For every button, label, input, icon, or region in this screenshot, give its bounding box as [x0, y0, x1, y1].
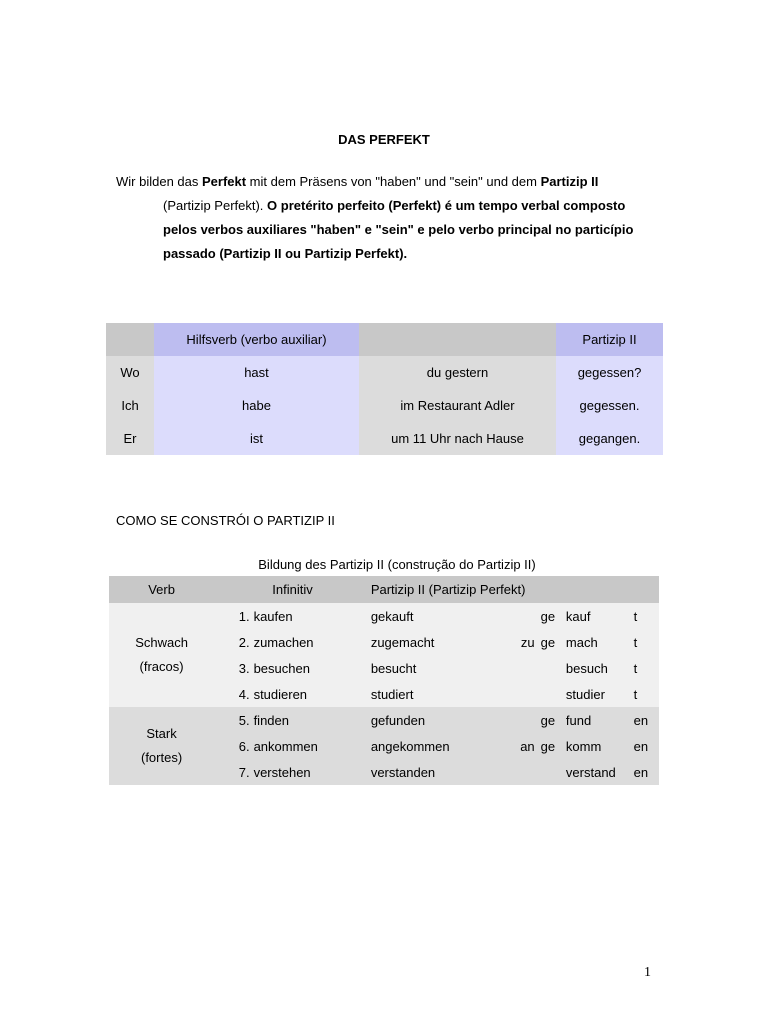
infinitive: besuchen: [254, 655, 371, 681]
table-cell: gegangen.: [556, 422, 663, 455]
stem: komm: [566, 733, 634, 759]
table-cell: Er: [106, 422, 154, 455]
table-row: [109, 603, 659, 629]
table-cell: gegessen.: [556, 389, 663, 422]
prefix: [512, 655, 540, 681]
stem: verstand: [566, 759, 634, 785]
ending: en: [634, 707, 659, 733]
stem: studier: [566, 681, 634, 707]
intro-bold-perfekt: Perfekt: [201, 174, 247, 189]
prefix: [512, 681, 540, 707]
ending: en: [634, 759, 659, 785]
ge-prefix: ge: [541, 629, 566, 655]
header-cell: [106, 323, 154, 356]
header-cell-partizip: Partizip II: [556, 323, 663, 356]
intro-paragraph: [116, 170, 656, 266]
infinitive: ankommen: [254, 733, 371, 759]
intro-text-2: mit dem Präsens von "haben" und "sein" und dem: [246, 174, 541, 189]
table-caption: Bildung des Partizip II (construção do Partizip II): [258, 557, 536, 572]
intro-continuation: [116, 194, 656, 266]
group-label-strong: [109, 707, 214, 785]
table-cell: hast: [154, 356, 359, 389]
stem: besuch: [566, 655, 634, 681]
header-cell: [359, 323, 556, 356]
group-label-line: Stark: [146, 726, 177, 741]
infinitive: studieren: [254, 681, 371, 707]
row-number: 4.: [214, 681, 253, 707]
intro-text-3: (Partizip Perfekt).: [163, 198, 268, 213]
ending: en: [634, 733, 659, 759]
partizip-formation-table: [109, 576, 659, 785]
stem: fund: [566, 707, 634, 733]
table-row: [106, 389, 663, 422]
partizip: zugemacht: [371, 629, 513, 655]
prefix: [512, 707, 540, 733]
ge-prefix: [541, 655, 566, 681]
group-label-line: (fracos): [139, 659, 184, 674]
header-cell-infinitiv: Infinitiv: [214, 576, 371, 603]
row-number: 6.: [214, 733, 253, 759]
group-label-line: (fortes): [140, 750, 183, 765]
row-number: 3.: [214, 655, 253, 681]
infinitive: verstehen: [254, 759, 371, 785]
table-cell: um 11 Uhr nach Hause: [359, 422, 556, 455]
page-number: 1: [644, 965, 651, 980]
section-heading: COMO SE CONSTRÓI O PARTIZIP II: [116, 513, 335, 528]
row-number: 5.: [214, 707, 253, 733]
table-row: [106, 422, 663, 455]
ge-prefix: [541, 759, 566, 785]
row-number: 2.: [214, 629, 253, 655]
ge-prefix: [541, 681, 566, 707]
header-cell-hilfsverb: Hilfsverb (verbo auxiliar): [154, 323, 359, 356]
table-header-row: [109, 576, 659, 603]
ending: t: [634, 655, 659, 681]
partizip: studiert: [371, 681, 513, 707]
row-number: 1.: [214, 603, 253, 629]
table-row: [106, 356, 663, 389]
page-title: DAS PERFEKT: [338, 132, 430, 147]
infinitive: zumachen: [254, 629, 371, 655]
table-cell: im Restaurant Adler: [359, 389, 556, 422]
ge-prefix: ge: [541, 603, 566, 629]
group-label-weak: [109, 603, 214, 707]
table-cell: Wo: [106, 356, 154, 389]
table-cell: du gestern: [359, 356, 556, 389]
partizip: verstanden: [371, 759, 513, 785]
partizip: besucht: [371, 655, 513, 681]
table-row: [109, 707, 659, 733]
ending: t: [634, 629, 659, 655]
table-cell: gegessen?: [556, 356, 663, 389]
ending: t: [634, 681, 659, 707]
prefix: zu: [512, 629, 540, 655]
stem: kauf: [566, 603, 634, 629]
table-cell: ist: [154, 422, 359, 455]
group-label-line: Schwach: [135, 635, 188, 650]
row-number: 7.: [214, 759, 253, 785]
header-cell-partizip: Partizip II (Partizip Perfekt): [371, 576, 659, 603]
ge-prefix: ge: [541, 733, 566, 759]
partizip: gefunden: [371, 707, 513, 733]
intro-text-1: Wir bilden das: [116, 174, 202, 189]
stem: mach: [566, 629, 634, 655]
infinitive: kaufen: [254, 603, 371, 629]
prefix: [512, 603, 540, 629]
intro-bold-portuguese: O pretérito perfeito (Perfekt) é um tempo verbal composto pelos verbos auxiliares "haben" e "sein" e pelo verbo principal no particípio passado (Partizip II ou Partizip Perfekt).: [163, 198, 634, 261]
prefix: [512, 759, 540, 785]
table-cell: Ich: [106, 389, 154, 422]
ending: t: [634, 603, 659, 629]
partizip: gekauft: [371, 603, 513, 629]
partizip: angekommen: [371, 733, 513, 759]
header-cell-verb: Verb: [109, 576, 214, 603]
ge-prefix: ge: [541, 707, 566, 733]
intro-bold-partizip: Partizip II: [540, 174, 599, 189]
table-cell: habe: [154, 389, 359, 422]
perfekt-example-table: [106, 323, 663, 455]
prefix: an: [512, 733, 540, 759]
infinitive: finden: [254, 707, 371, 733]
table-header-row: [106, 323, 663, 356]
